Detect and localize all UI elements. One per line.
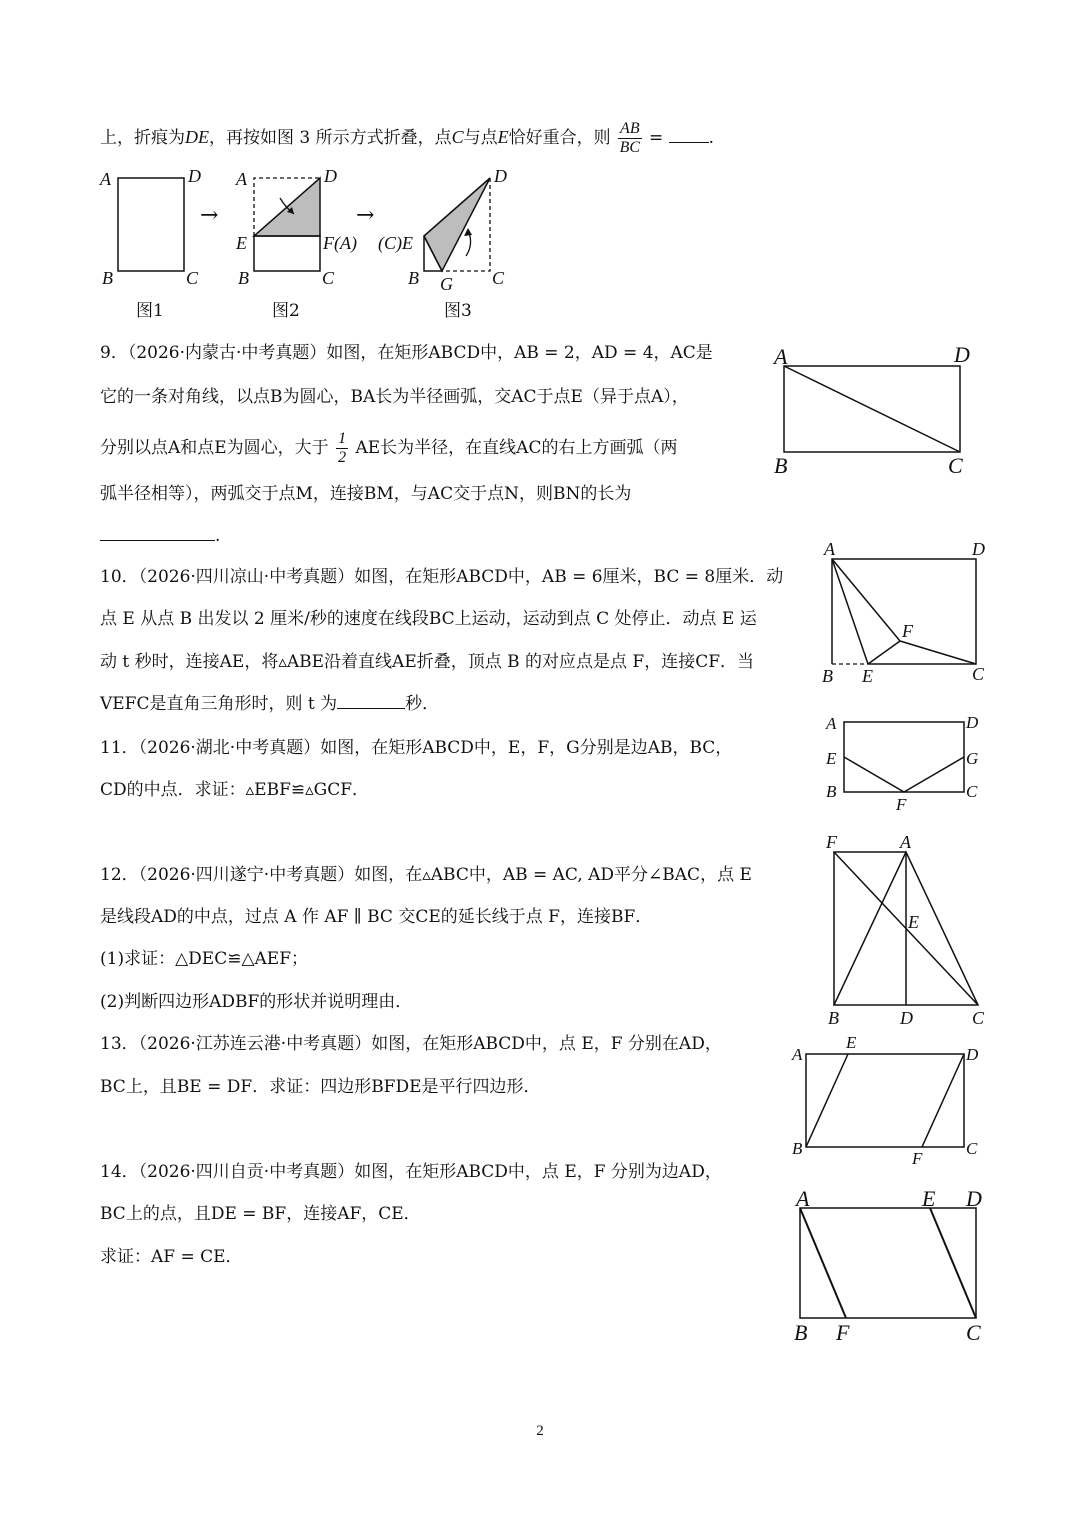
q13-label-c: C [966, 1139, 978, 1158]
q11-figure [818, 708, 998, 818]
q9-line-3b: AE长为半径，在直线AC的右上方画弧（两 [355, 438, 678, 458]
q13-line-2: BC上，且BE = DF．求证：四边形BFDE是平行四边形． [100, 1077, 541, 1097]
q10-line-ae [832, 559, 868, 664]
q9-frac-den: 2 [338, 449, 347, 466]
q8-part2: ，再按如图 3 所示方式折叠，点 [209, 128, 452, 148]
q12-label-a: A [900, 832, 911, 852]
q12-line-2: 是线段AD的中点，过点 A 作 AF ∥ BC 交CE的延长线于点 F，连接BF． [100, 907, 653, 927]
q9-figure [770, 340, 990, 480]
q13-line-fd [922, 1054, 964, 1147]
q10-label-b: B [822, 666, 833, 686]
q8-equals: = [649, 128, 664, 148]
fig1-label-c: C [186, 268, 199, 288]
q9-period: . [215, 526, 221, 546]
q10-line-4a: VEFC是直角三角形时，则 t 为 [100, 694, 338, 714]
q9-line-3a: 分别以点A和点E为圆心，大于 [100, 438, 329, 458]
fig3-shaded-region [424, 178, 490, 271]
q10-line-4 [100, 692, 439, 716]
fig2-label-e: E [236, 233, 247, 253]
q13-label-a: A [792, 1045, 803, 1064]
q11-line-2: CD的中点．求证：▵EBF≌▵GCF． [100, 780, 370, 800]
q13-label-b: B [792, 1139, 803, 1158]
q14-figure [790, 1186, 1000, 1346]
q9-diagonal-ac [784, 366, 960, 452]
q10-line-1: 10．（2026·四川凉山·中考真题）如图，在矩形ABCD中，AB = 6厘米，BC = 8厘米．动 [100, 567, 784, 587]
q8-figures [96, 160, 536, 320]
q12-line-4: (2)判断四边形ADBF的形状并说明理由． [100, 992, 413, 1012]
q11-label-f: F [896, 795, 907, 814]
fig2-caption: 图2 [272, 301, 300, 321]
q11-line-1: 11．（2026·湖北·中考真题）如图，在矩形ABCD中，E，F，G分别是边AB，BC， [100, 738, 733, 758]
fig3-arrowhead [464, 228, 472, 236]
q14-rectangle [800, 1208, 976, 1318]
q12-label-d: D [900, 1008, 913, 1028]
fig1-label-b: B [102, 268, 113, 288]
fig3-label-b: B [408, 268, 419, 288]
q10-line-af [832, 559, 900, 641]
q14-line-1: 14．（2026·四川自贡·中考真题）如图，在矩形ABCD中，点 E，F 分别为边AD， [100, 1162, 722, 1182]
q10-label-a: A [824, 539, 835, 559]
q10-line-2: 点 E 从点 B 出发以 2 厘米/秒的速度在线段BC上运动，运动到点 C 处停止．动点 E 运 [100, 609, 757, 629]
fig1-rectangle [118, 178, 184, 271]
fig2-label-f: F(A) [323, 233, 357, 253]
q10-line-4b: 秒． [405, 694, 440, 714]
q9-line-1: 9．（2026·内蒙古·中考真题）如图，在矩形ABCD中，AB = 2，AD = 4，AC是 [100, 343, 713, 363]
q9-line-5 [100, 524, 220, 548]
arrow-2: → [356, 203, 375, 228]
q11-label-c: C [966, 782, 978, 801]
q10-line-fc [900, 641, 976, 664]
q8-frac-den: BC [619, 139, 641, 156]
q8-answer-blank[interactable] [669, 126, 709, 143]
q10-label-e: E [862, 666, 873, 686]
fig2-bottom-rect [254, 236, 320, 271]
q9-label-a: A [774, 344, 788, 369]
q14-label-d: D [966, 1186, 982, 1211]
arrow-1: → [200, 203, 219, 228]
fig2-label-a: A [236, 169, 247, 189]
q14-line-af [800, 1208, 846, 1318]
q8-part4: 恰好重合，则 [508, 128, 611, 148]
q8-frac-num: AB [620, 120, 640, 137]
q8-part3: 与点 [463, 128, 498, 148]
q12-line-1: 12．（2026·四川遂宁·中考真题）如图，在▵ABC中，AB = AC, AD平分∠BAC，点 E [100, 865, 752, 885]
fig1-caption: 图1 [136, 301, 164, 321]
q10-label-c: C [972, 664, 985, 684]
q9-label-b: B [774, 453, 788, 478]
fig3-caption: 图3 [444, 301, 472, 321]
q14-line-ec [930, 1208, 976, 1318]
q8-c: C [451, 127, 464, 147]
q12-label-b: B [828, 1008, 839, 1028]
q13-line-1: 13．（2026·江苏连云港·中考真题）如图，在矩形ABCD中，点 E，F 分别在AD， [100, 1034, 722, 1054]
q9-frac-num: 1 [338, 430, 347, 447]
q9-label-d: D [954, 342, 970, 367]
q14-label-a: A [796, 1186, 810, 1211]
fig2-label-c: C [322, 268, 335, 288]
q14-label-f: F [836, 1320, 850, 1345]
q11-label-b: B [826, 782, 837, 801]
q14-label-b: B [794, 1320, 808, 1345]
q13-label-f: F [912, 1149, 923, 1168]
fig1-label-a: A [100, 169, 111, 189]
q9-line-4: 弧半径相等），两弧交于点M，连接BM，与AC交于点N，则BN的长为 [100, 484, 632, 504]
fig3-label-c: C [492, 268, 505, 288]
q8-period: . [708, 128, 715, 148]
q13-label-e: E [846, 1033, 857, 1052]
q8-text-line [100, 120, 714, 157]
q12-label-f: F [826, 832, 837, 852]
q12-label-e: E [908, 912, 919, 932]
q10-line-3: 动 t 秒时，连接AE，将▵ABE沿着直线AE折叠，顶点 B 的对应点是点 F，连接CF．当 [100, 652, 755, 672]
q11-rectangle [844, 722, 964, 792]
q10-label-f: F [902, 621, 913, 641]
fig2-label-d: D [324, 166, 337, 186]
q9-fraction [336, 430, 348, 467]
q10-line-ef [868, 641, 900, 664]
q8-part1: 上，折痕为 [100, 128, 185, 148]
q9-line-3 [100, 430, 677, 467]
q13-line-be [806, 1054, 848, 1147]
fig3-label-ce: (C)E [378, 233, 413, 253]
fig3-label-d: D [494, 166, 507, 186]
q12-label-c: C [972, 1008, 985, 1028]
q8-de: DE [185, 127, 209, 147]
page-number: 2 [536, 1423, 544, 1439]
q9-line-2: 它的一条对角线，以点B为圆心，BA长为半径画弧，交AC于点E（异于点A）， [100, 387, 689, 407]
q14-label-e: E [922, 1186, 936, 1211]
q14-label-c: C [966, 1320, 981, 1345]
q8-fraction [618, 120, 642, 157]
q11-label-g: G [966, 749, 979, 768]
q12-figure [818, 830, 998, 1030]
q10-answer-blank[interactable] [337, 692, 405, 709]
fig1-label-d: D [188, 166, 201, 186]
q13-label-d: D [966, 1045, 979, 1064]
fig2-label-b: B [238, 268, 249, 288]
q13-rectangle [806, 1054, 964, 1147]
q11-lines-efg [844, 757, 964, 792]
q10-figure [818, 537, 998, 687]
q11-label-d: D [966, 713, 979, 732]
fig3-label-g: G [440, 274, 453, 294]
q11-label-a: A [826, 714, 837, 733]
q9-answer-blank[interactable] [100, 524, 215, 541]
q8-e: E [497, 127, 509, 147]
q13-figure [788, 1030, 988, 1170]
q14-line-3: 求证：AF = CE． [100, 1247, 243, 1267]
q10-label-d: D [972, 539, 985, 559]
q10-rect-solid [832, 559, 976, 664]
q14-line-2: BC上的点，且DE = BF，连接AF，CE． [100, 1204, 421, 1224]
q11-label-e: E [826, 749, 837, 768]
q12-line-3: (1)求证：△DEC≌△AEF； [100, 949, 309, 969]
q9-label-c: C [948, 453, 963, 478]
